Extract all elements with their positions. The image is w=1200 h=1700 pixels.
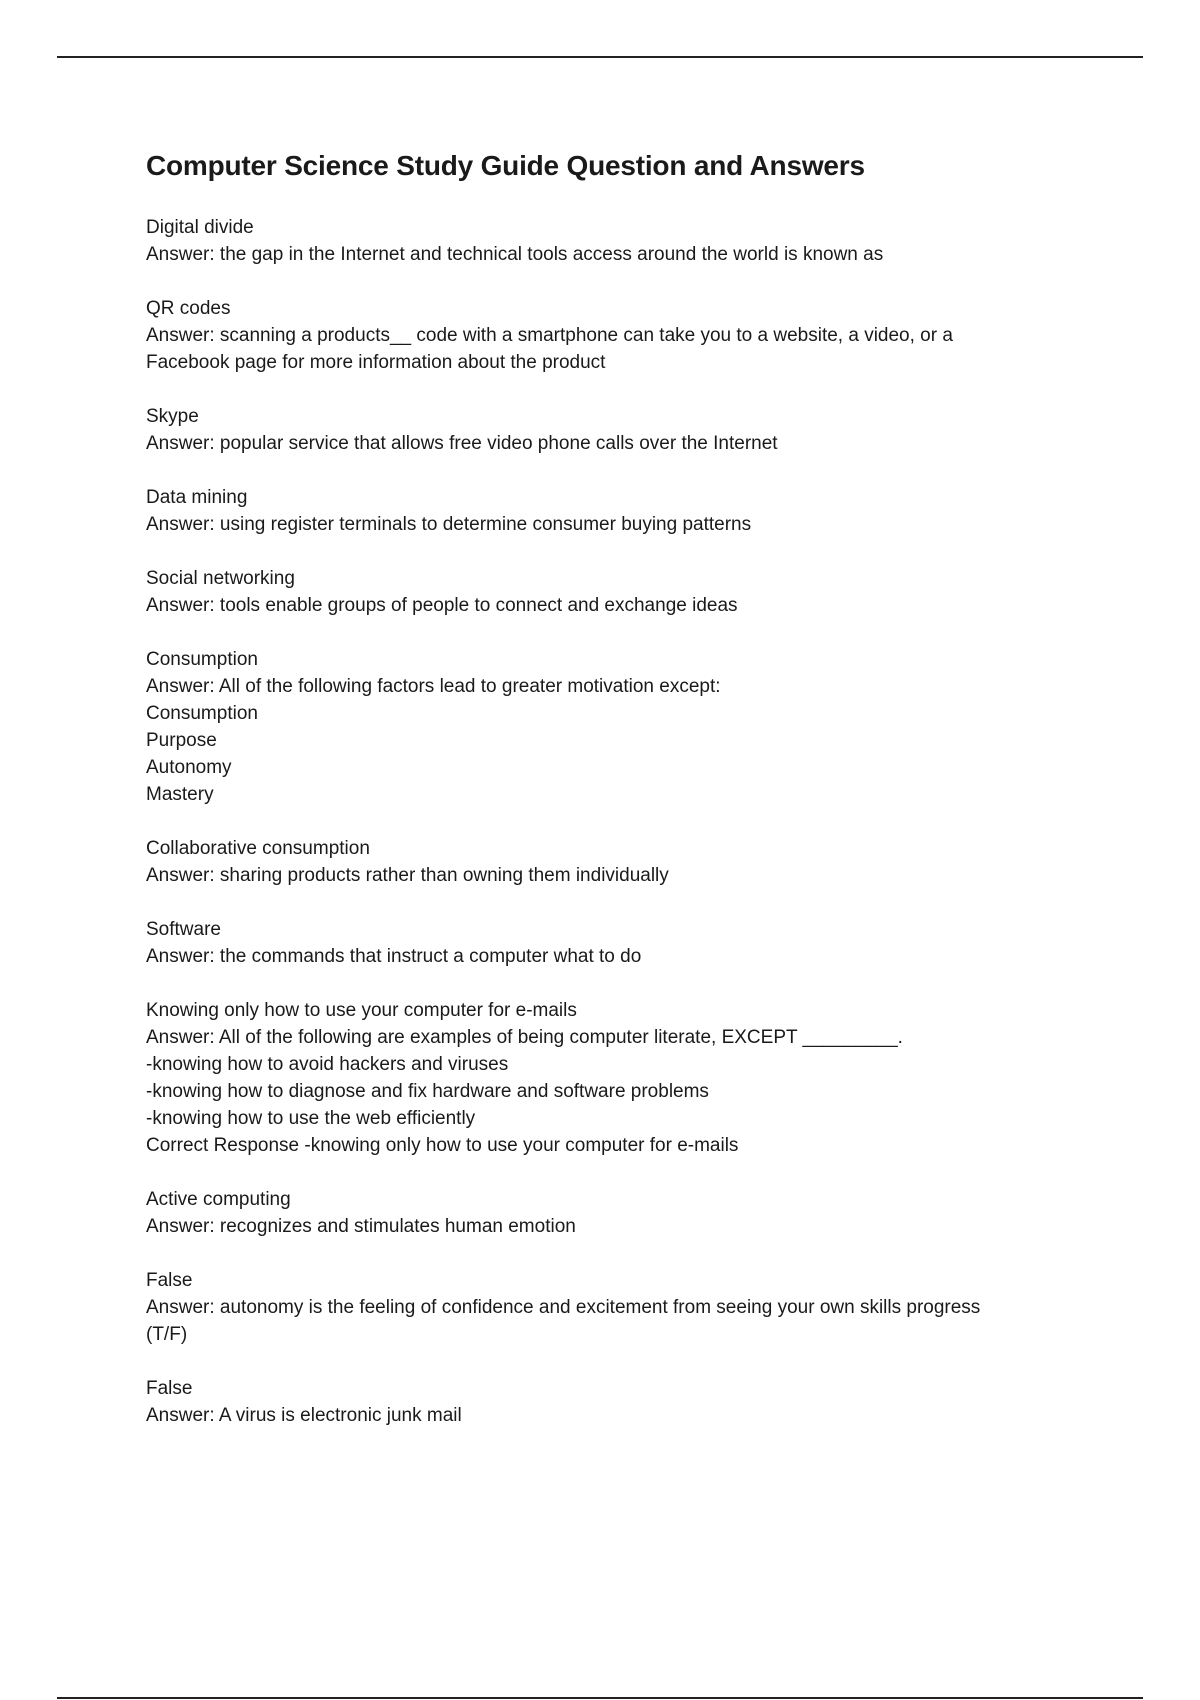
qa-answer-line: -knowing how to diagnose and fix hardware and software problems — [146, 1081, 709, 1102]
qa-answer-line: Autonomy — [146, 757, 232, 778]
qa-entry — [146, 916, 1106, 970]
qa-entry — [146, 565, 1106, 619]
qa-answer-line: Answer: A virus is electronic junk mail — [146, 1405, 462, 1426]
qa-answer-line: Answer: using register terminals to determine consumer buying patterns — [146, 514, 752, 535]
qa-term: Software — [146, 919, 221, 940]
qa-answer-line: Answer: the commands that instruct a computer what to do — [146, 946, 642, 967]
qa-answer-line: -knowing how to avoid hackers and viruses — [146, 1054, 509, 1075]
qa-answer-line: Answer: All of the following are examples of being computer literate, EXCEPT _________. — [146, 1027, 903, 1048]
qa-answer-line: Correct Response -knowing only how to use your computer for e-mails — [146, 1135, 739, 1156]
qa-term: QR codes — [146, 298, 231, 319]
document-page — [146, 146, 1106, 1456]
qa-answer-line: Answer: recognizes and stimulates human emotion — [146, 1216, 576, 1237]
top-divider — [57, 56, 1143, 58]
qa-answer-line: Answer: sharing products rather than owning them individually — [146, 865, 669, 886]
qa-entry — [146, 214, 1106, 268]
qa-term: Active computing — [146, 1189, 291, 1210]
qa-answer-line: (T/F) — [146, 1324, 188, 1345]
qa-answer-line: -knowing how to use the web efficiently — [146, 1108, 476, 1129]
qa-term: Digital divide — [146, 217, 254, 238]
qa-answer-line: Answer: All of the following factors lead to greater motivation except: — [146, 676, 721, 697]
qa-entry — [146, 1186, 1106, 1240]
qa-list — [146, 214, 1106, 1429]
qa-answer-line: Answer: the gap in the Internet and technical tools access around the world is known as — [146, 244, 884, 265]
qa-term: False — [146, 1270, 193, 1291]
document-title: Computer Science Study Guide Question and Answers — [146, 150, 865, 181]
qa-term: Social networking — [146, 568, 295, 589]
qa-answer-line: Mastery — [146, 784, 214, 805]
qa-entry — [146, 295, 1106, 376]
qa-term: Collaborative consumption — [146, 838, 370, 859]
qa-entry — [146, 403, 1106, 457]
qa-term: False — [146, 1378, 193, 1399]
qa-term: Consumption — [146, 649, 258, 670]
qa-answer-line: Answer: scanning a products__ code with a smartphone can take you to a website, a video, or a — [146, 325, 953, 346]
qa-entry — [146, 1375, 1106, 1429]
qa-answer-line: Purpose — [146, 730, 217, 751]
qa-answer-line: Answer: popular service that allows free video phone calls over the Internet — [146, 433, 778, 454]
qa-term: Skype — [146, 406, 199, 427]
qa-term: Data mining — [146, 487, 248, 508]
qa-entry — [146, 484, 1106, 538]
qa-answer-line: Facebook page for more information about the product — [146, 352, 606, 373]
qa-answer-line: Consumption — [146, 703, 258, 724]
bottom-divider — [57, 1697, 1143, 1699]
qa-answer-line: Answer: autonomy is the feeling of confidence and excitement from seeing your own skills progress — [146, 1297, 981, 1318]
qa-term: Knowing only how to use your computer for e-mails — [146, 1000, 577, 1021]
qa-entry — [146, 997, 1106, 1159]
qa-entry — [146, 646, 1106, 808]
qa-entry — [146, 1267, 1106, 1348]
qa-entry — [146, 835, 1106, 889]
qa-answer-line: Answer: tools enable groups of people to connect and exchange ideas — [146, 595, 738, 616]
